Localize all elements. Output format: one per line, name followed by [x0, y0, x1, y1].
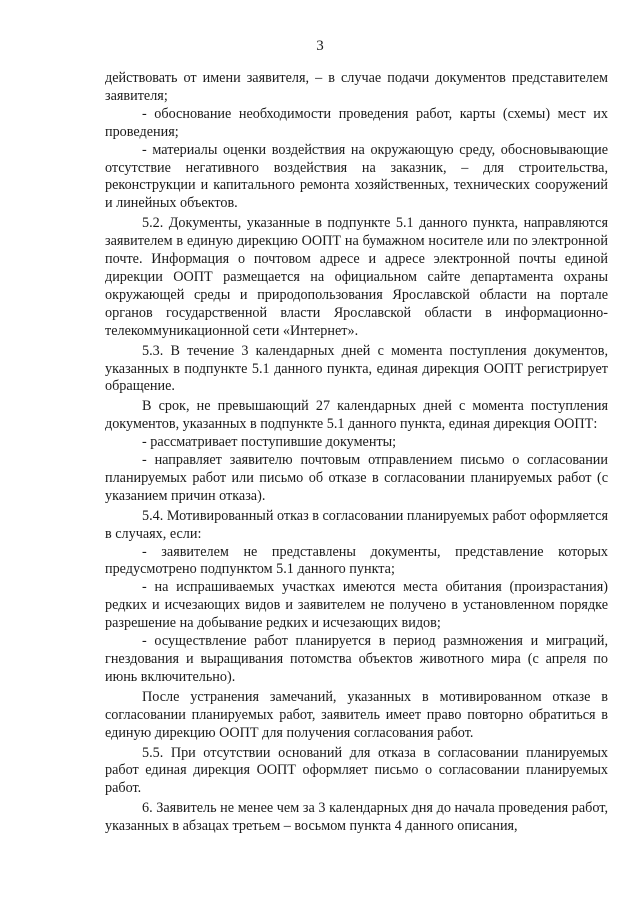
paragraph: После устранения замечаний, указанных в мотивированном отказе в согласовании планируемых работ, заявитель имеет право повторно обратиться в единую дирекцию ООПТ для получения согласования работ. — [105, 688, 608, 741]
list-item: - осуществление работ планируется в период размножения и миграций, гнездования и выращивания потомства объектов животного мира (с апреля по июнь включительно). — [105, 633, 608, 685]
paragraph: действовать от имени заявителя, – в случае подачи документов представителем заявителя; — [105, 70, 608, 104]
page-number: 3 — [316, 38, 324, 54]
list-item: - на испрашиваемых участках имеются места обитания (произрастания) редких и исчезающих видов и заявителем не получено в установленном порядке разрешение на добывание редких и исчезающих видов; — [105, 579, 608, 632]
list-item: - заявителем не представлены документы, представление которых предусмотрено подпунктом 5.1 данного пункта; — [105, 543, 608, 578]
paragraph: - обоснование необходимости проведения работ, карты (схемы) мест их проведения; — [105, 105, 608, 140]
paragraph: 5.2. Документы, указанные в подпункте 5.1 данного пункта, направляются заявителем в единую дирекцию ООПТ на бумажном носителе или по электронной почте. Информация о почтовом адресе и адресе электронной почты единой дирекции ООПТ размещается на официальном сайте департамента охраны окружающей среды и природопользования Ярославской области на портале органов государственной власти Ярославской области в информационно-телекоммуникационной сети «Интернет». — [105, 215, 608, 339]
paragraph: 6. Заявитель не менее чем за 3 календарных дня до начала проведения работ, указанных в абзацах третьем – восьмом пункта 4 данного описания, — [105, 800, 608, 835]
paragraph: 5.3. В течение 3 календарных дней с момента поступления документов, указанных в подпункте 5.1 данного пункта, единая дирекция ООПТ регистрирует обращение. — [105, 342, 608, 395]
paragraph: - материалы оценки воздействия на окружающую среду, обосновывающие отсутствие негативного воздействия на заказник, – для строительства, реконструкции и капитального ремонта хозяйственных, технических сооружений и линейных объектов. — [105, 141, 608, 212]
paragraph: 5.4. Мотивированный отказ в согласовании планируемых работ оформляется в случаях, если: — [105, 507, 608, 542]
paragraph: 5.5. При отсутствии оснований для отказа в согласовании планируемых работ единая дирекция ООПТ оформляет письмо о согласовании планируемых работ. — [105, 744, 608, 797]
list-item: - направляет заявителю почтовым отправлением письмо о согласовании планируемых работ или письмо об отказе в согласовании планируемых работ (с указанием причин отказа). — [105, 452, 608, 504]
document-body — [105, 70, 608, 836]
list-item: - рассматривает поступившие документы; — [142, 434, 397, 451]
paragraph: В срок, не превышающий 27 календарных дней с момента поступления документов, указанных в подпункте 5.1 данного пункта, единая дирекция ООПТ: — [105, 398, 608, 433]
